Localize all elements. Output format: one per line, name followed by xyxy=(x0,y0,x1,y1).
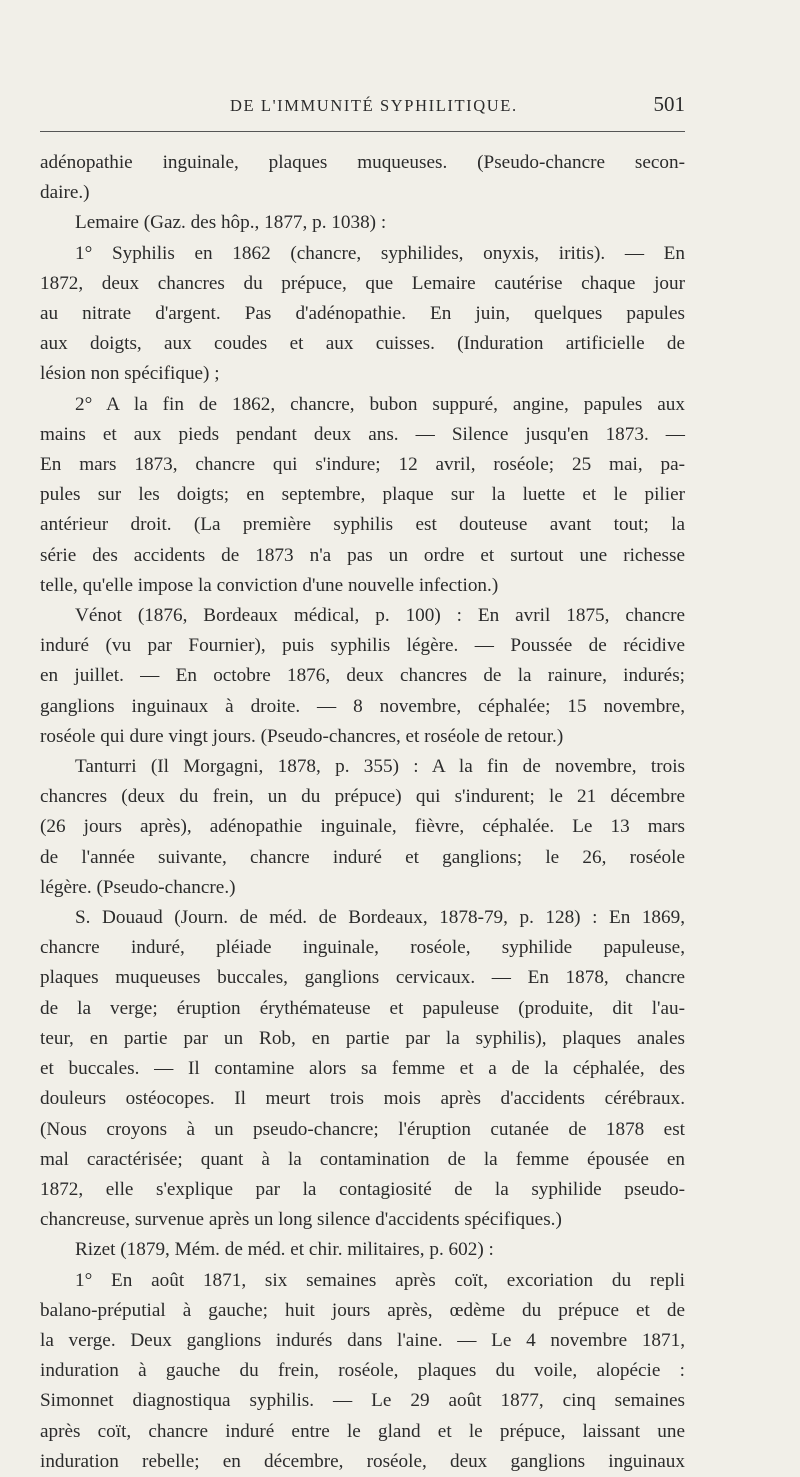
text-line: teur, en partie par un Rob, en partie par la syphilis), plaques anales xyxy=(40,1027,685,1049)
text-line: la verge. Deux ganglions indurés dans l'aine. — Le 4 novembre 1871, xyxy=(40,1329,685,1351)
text-line: de la verge; éruption érythémateuse et papuleuse (produite, dit l'au- xyxy=(40,997,685,1019)
text-line: plaques muqueuses buccales, ganglions cervicaux. — En 1878, chancre xyxy=(40,967,685,989)
text-line: roséole qui dure vingt jours. (Pseudo-chancres, et roséole de retour.) xyxy=(40,725,564,747)
text-line: adénopathie inguinale, plaques muqueuses. (Pseudo-chancre secon- xyxy=(40,152,685,173)
text-line: induration à gauche du frein, roséole, plaques du voile, alopécie : xyxy=(40,1360,685,1382)
text-line: Lemaire (Gaz. des hôp., 1877, p. 1038) : xyxy=(75,212,387,234)
text-line: S. Douaud (Journ. de méd. de Bordeaux, 1878-79, p. 128) : En 1869, xyxy=(75,907,685,929)
text-line: 1° Syphilis en 1862 (chancre, syphilides, onyxis, iritis). — En xyxy=(75,242,685,264)
text-line: induration rebelle; en décembre, roséole, deux ganglions inguinaux xyxy=(40,1450,685,1472)
text-line: 1872, elle s'explique par la contagiosité de la syphilide pseudo- xyxy=(40,1178,685,1200)
body-text xyxy=(40,148,685,1477)
text-line: aux doigts, aux coudes et aux cuisses. (Induration artificielle de xyxy=(40,333,685,355)
text-line: (26 jours après), adénopathie inguinale, fièvre, céphalée. Le 13 mars xyxy=(40,816,685,838)
text-line: chancreuse, survenue après un long silence d'accidents spécifiques.) xyxy=(40,1209,562,1231)
text-line: (Nous croyons à un pseudo-chancre; l'éruption cutanée de 1878 est xyxy=(40,1118,685,1140)
text-line: daire.) xyxy=(40,182,90,204)
text-line: mal caractérisée; quant à la contamination de la femme épousée en xyxy=(40,1148,685,1170)
text-line: ganglions inguinaux à droite. — 8 novembre, céphalée; 15 novembre, xyxy=(40,695,685,717)
text-line: lésion non spécifique) ; xyxy=(40,363,220,385)
text-line: après coït, chancre induré entre le gland et le prépuce, laissant une xyxy=(40,1420,685,1442)
text-line: 1° En août 1871, six semaines après coït, excoriation du repli xyxy=(75,1269,685,1291)
page-number: 501 xyxy=(653,92,685,116)
text-line: Tanturri (Il Morgagni, 1878, p. 355) : A la fin de novembre, trois xyxy=(75,756,685,778)
text-line: série des accidents de 1873 n'a pas un ordre et surtout une richesse xyxy=(40,544,685,566)
text-line: chancre induré, pléiade inguinale, roséole, syphilide papuleuse, xyxy=(40,937,685,959)
text-line: de l'année suivante, chancre induré et ganglions; le 26, roséole xyxy=(40,846,685,868)
text-line: induré (vu par Fournier), puis syphilis légère. — Poussée de récidive xyxy=(40,635,685,657)
text-line: légère. (Pseudo-chancre.) xyxy=(40,876,236,898)
text-line: en juillet. — En octobre 1876, deux chancres de la rainure, indurés; xyxy=(40,665,685,687)
running-title: DE L'IMMUNITÉ SYPHILITIQUE. xyxy=(230,96,518,115)
text-line: pules sur les doigts; en septembre, plaque sur la luette et le pilier xyxy=(40,484,685,506)
text-line: douleurs ostéocopes. Il meurt trois mois après d'accidents cérébraux. xyxy=(40,1088,685,1110)
text-line: Simonnet diagnostiqua syphilis. — Le 29 août 1877, cinq semaines xyxy=(40,1390,685,1412)
text-line: 1872, deux chancres du prépuce, que Lemaire cautérise chaque jour xyxy=(40,272,685,294)
text-line: 2° A la fin de 1862, chancre, bubon suppuré, angine, papules aux xyxy=(75,393,685,415)
text-line: et buccales. — Il contamine alors sa femme et a de la céphalée, des xyxy=(40,1058,685,1080)
text-line: En mars 1873, chancre qui s'indure; 12 avril, roséole; 25 mai, pa- xyxy=(40,454,685,476)
text-line: Rizet (1879, Mém. de méd. et chir. militaires, p. 602) : xyxy=(75,1239,494,1261)
text-line: telle, qu'elle impose la conviction d'une nouvelle infection.) xyxy=(40,574,499,596)
text-line: Vénot (1876, Bordeaux médical, p. 100) : En avril 1875, chancre xyxy=(75,605,685,627)
text-line: mains et aux pieds pendant deux ans. — Silence jusqu'en 1873. — xyxy=(40,423,685,445)
text-line: balano-préputial à gauche; huit jours après, œdème du prépuce et de xyxy=(40,1299,685,1321)
page-header xyxy=(40,86,685,132)
text-line: au nitrate d'argent. Pas d'adénopathie. En juin, quelques papules xyxy=(40,303,685,325)
text-line: chancres (deux du frein, un du prépuce) qui s'indurent; le 21 décembre xyxy=(40,786,685,808)
text-line: antérieur droit. (La première syphilis est douteuse avant tout; la xyxy=(40,514,685,536)
